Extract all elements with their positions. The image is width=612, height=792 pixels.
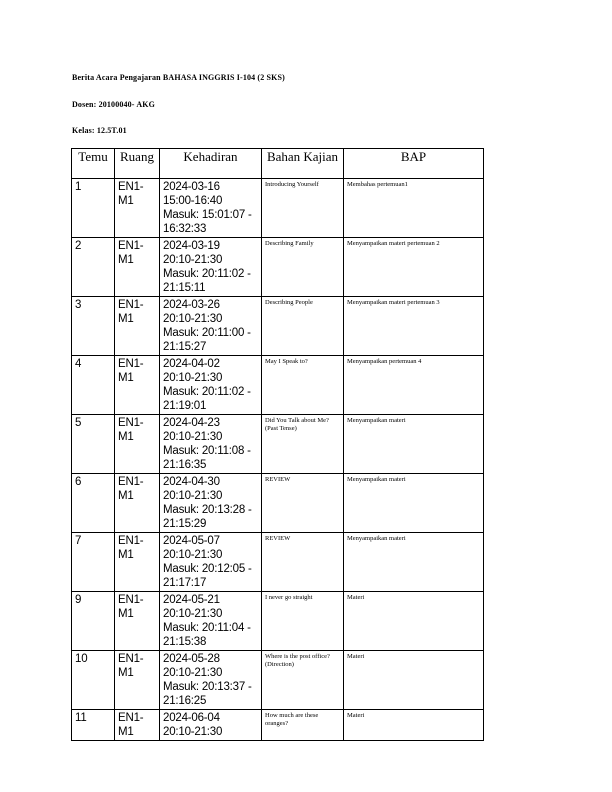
cell-kehadiran [160, 474, 262, 533]
kehadiran-jam: 20:10-21:30 [163, 431, 223, 443]
cell-kehadiran [160, 533, 262, 592]
kehadiran-tanggal: 2024-04-02 [163, 358, 220, 370]
table-row [72, 533, 484, 592]
table-row [72, 297, 484, 356]
kehadiran-masuk: Masuk: 20:11:00 - 21:15:27 [163, 327, 251, 353]
table-header-row [72, 149, 484, 179]
cell-temu: 7 [72, 533, 115, 592]
kehadiran-jam: 20:10-21:30 [163, 667, 223, 679]
cell-temu: 1 [72, 179, 115, 238]
document-title: Berita Acara Pengajaran BAHASA INGGRIS I-104 (2 SKS) [72, 73, 285, 82]
cell-ruang: EN1-M1 [115, 238, 160, 297]
kehadiran-masuk: Masuk: 20:13:28 - 21:15:29 [163, 504, 252, 530]
class-line: Kelas: 12.5T.01 [72, 126, 127, 135]
cell-kehadiran [160, 356, 262, 415]
cell-bahan-kajian: Where is the post office? (Direction) [262, 651, 344, 710]
cell-ruang: EN1-M1 [115, 297, 160, 356]
cell-bap: Materi [344, 710, 484, 741]
cell-kehadiran [160, 592, 262, 651]
cell-bahan-kajian: Introducing Yourself [262, 179, 344, 238]
cell-bahan-kajian: How much are these oranges? [262, 710, 344, 741]
cell-ruang: EN1-M1 [115, 179, 160, 238]
cell-bap: Menyampaikan materi [344, 474, 484, 533]
cell-temu: 2 [72, 238, 115, 297]
kehadiran-masuk: Masuk: 20:11:08 - 21:16:35 [163, 445, 251, 471]
cell-ruang: EN1-M1 [115, 592, 160, 651]
cell-bap: Materi [344, 592, 484, 651]
kehadiran-masuk: Masuk: 20:11:04 - 21:15:38 [163, 622, 251, 648]
table-row [72, 651, 484, 710]
cell-kehadiran [160, 297, 262, 356]
kehadiran-jam: 20:10-21:30 [163, 372, 223, 384]
kehadiran-masuk: Masuk: 15:01:07 - 16:32:33 [163, 209, 252, 235]
kehadiran-tanggal: 2024-06-04 [163, 712, 220, 724]
kehadiran-tanggal: 2024-03-19 [163, 240, 220, 252]
table-row [72, 356, 484, 415]
kehadiran-jam: 20:10-21:30 [163, 608, 223, 620]
table-row [72, 415, 484, 474]
kehadiran-tanggal: 2024-04-23 [163, 417, 220, 429]
cell-temu: 4 [72, 356, 115, 415]
cell-kehadiran [160, 710, 262, 741]
table-row [72, 710, 484, 741]
cell-temu: 3 [72, 297, 115, 356]
cell-bap: Menyampaikan materi pertemuan 3 [344, 297, 484, 356]
table-body [72, 179, 484, 741]
cell-bahan-kajian: I never go straight [262, 592, 344, 651]
cell-kehadiran [160, 238, 262, 297]
table-row [72, 179, 484, 238]
kehadiran-tanggal: 2024-05-07 [163, 535, 220, 547]
kehadiran-jam: 20:10-21:30 [163, 254, 223, 266]
kehadiran-jam: 20:10-21:30 [163, 726, 223, 738]
column-header-bahan-kajian: Bahan Kajian [262, 149, 344, 179]
kehadiran-tanggal: 2024-03-16 [163, 181, 220, 193]
kehadiran-jam: 20:10-21:30 [163, 313, 223, 325]
cell-kehadiran [160, 651, 262, 710]
kehadiran-jam: 20:10-21:30 [163, 490, 223, 502]
column-header-temu: Temu [72, 149, 115, 179]
cell-bap: Menyampaikan pertemuan 4 [344, 356, 484, 415]
cell-ruang: EN1-M1 [115, 710, 160, 741]
cell-ruang: EN1-M1 [115, 415, 160, 474]
cell-kehadiran [160, 179, 262, 238]
cell-ruang: EN1-M1 [115, 533, 160, 592]
column-header-kehadiran: Kehadiran [160, 149, 262, 179]
kehadiran-masuk: Masuk: 20:11:02 - 21:19:01 [163, 386, 251, 412]
kehadiran-masuk: Masuk: 20:11:02 - 21:15:11 [163, 268, 251, 294]
kehadiran-tanggal: 2024-05-28 [163, 653, 220, 665]
cell-bap: Membahas pertemuan1 [344, 179, 484, 238]
cell-temu: 5 [72, 415, 115, 474]
cell-bap: Menyampaikan materi [344, 533, 484, 592]
table-row [72, 592, 484, 651]
kehadiran-jam: 15:00-16:40 [163, 195, 223, 207]
cell-ruang: EN1-M1 [115, 474, 160, 533]
cell-ruang: EN1-M1 [115, 356, 160, 415]
cell-bahan-kajian: REVIEW [262, 533, 344, 592]
cell-temu: 10 [72, 651, 115, 710]
cell-bap: Menyampaikan materi [344, 415, 484, 474]
kehadiran-masuk: Masuk: 20:12:05 - 21:17:17 [163, 563, 252, 589]
kehadiran-tanggal: 2024-03-26 [163, 299, 220, 311]
table-row [72, 238, 484, 297]
cell-bap: Materi [344, 651, 484, 710]
table-row [72, 474, 484, 533]
lecturer-line: Dosen: 20100040- AKG [72, 100, 155, 109]
cell-ruang: EN1-M1 [115, 651, 160, 710]
cell-bahan-kajian: May I Speak to? [262, 356, 344, 415]
cell-bahan-kajian: Did You Talk about Me? (Past Tense) [262, 415, 344, 474]
cell-bahan-kajian: Describing Family [262, 238, 344, 297]
cell-bahan-kajian: REVIEW [262, 474, 344, 533]
kehadiran-tanggal: 2024-04-30 [163, 476, 220, 488]
cell-bap: Menyampaikan materi pertemuan 2 [344, 238, 484, 297]
column-header-ruang: Ruang [115, 149, 160, 179]
attendance-table [71, 148, 484, 741]
kehadiran-jam: 20:10-21:30 [163, 549, 223, 561]
cell-temu: 9 [72, 592, 115, 651]
cell-temu: 6 [72, 474, 115, 533]
kehadiran-tanggal: 2024-05-21 [163, 594, 220, 606]
column-header-bap: BAP [344, 149, 484, 179]
cell-bahan-kajian: Describing People [262, 297, 344, 356]
cell-temu: 11 [72, 710, 115, 741]
cell-kehadiran [160, 415, 262, 474]
kehadiran-masuk: Masuk: 20:13:37 - 21:16:25 [163, 681, 252, 707]
